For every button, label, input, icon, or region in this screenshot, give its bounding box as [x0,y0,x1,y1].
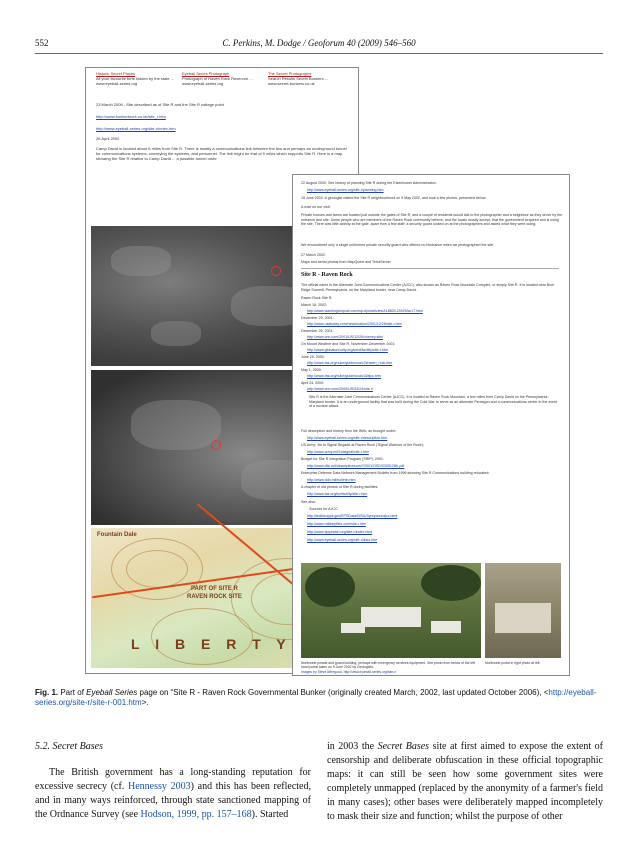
journal-citation: C. Perkins, M. Dodge / Geoforum 40 (2009) 546–560 [222,38,416,48]
source-link[interactable]: http://fedbizopps.gov/EPSData/DISA/Synopses/ajcc.html [307,514,398,518]
body-paragraph: in 2003 the Secret Bases site at first aimed to expose the extent of censorship and deliberate obfuscation in these official topographic maps: it can still be seen how some government sites were completely unmapped (replaced by the anonymity of a farmer's field in many cases); other bases were deliberately mapped incompletely to mask their size and function; whilst the purpose of other [327,741,603,822]
site-marker-icon [211,440,221,450]
map-label: L I B E R T Y [131,636,292,652]
news-link[interactable]: http://www.usatoday.com/news/nation/2001/12/28/site-r.htm [307,322,402,326]
source-link[interactable]: http://www.eyeball-series.org/site-r/links.htm [307,538,378,542]
header-rule [35,53,603,54]
body-line: June 25, 2000: [301,355,325,359]
site-marker-icon [271,266,281,276]
caption-text: Part of [58,688,87,697]
news-link[interactable]: http://www.fas.org/nuke/guide/usa/c3i/ajcc.htm [307,374,381,378]
news-link[interactable]: http://www.cnn.com/2000/US/04/24/site.r/ [307,387,373,391]
news-link[interactable]: http://www.washingtonpost.com/wp-dyn/articles/A18800-2002Mar17.html [307,309,423,313]
body-line: On Mount Weather and Site R, November-December 2001: [301,342,396,346]
body-line: Full description and history from the Web, as brought under: [301,429,397,433]
body-line: Raven Rock Site R: [301,296,333,300]
maps-line: Maps and aerial photos from MapQuest and TerraServer [301,260,391,264]
visit-paragraph: Private houses and farms are located just outside the gates of Site R, and a couple of residents would talk to the photographer and a neighbour as they drove by the entrance and site. Some people who are members of the Raven Rock community believe, and the locals mostly accept, that the government acquired and is using the site. There was little activity at the gate, apart from a few staff; a security guard looked on at the photographers and asked what they were doing. [301,213,563,227]
news-link[interactable]: http://www.fas.org/nuke/guide/usa/c3i/raven_rock.htm [307,361,393,365]
caption-text: page on “Site R - Raven Rock Governmental Bunker (originally created March, 2002, last updated October 2006), < [137,688,549,697]
figure-1 [80,62,570,680]
citation-link[interactable]: Hennessy 2003 [128,781,191,792]
visit-paragraph-2: We encountered only a single uniformed private security guard who offered no hindrance when we photographed the site. [301,243,495,247]
visit-heading: A note on our visit: [301,205,331,209]
source-link[interactable]: http://www.militaryfiles.com/site-r.htm [307,522,366,526]
body-paragraph: The British government has a long-standing reputation for excessive secrecy (cf. Hennessy 2003) and this has been reflected, and in many ways reinforced, through state sanctioned mapping of the Ordnance Survey (see Hodson, 1999, pp. 157–168). Started [35,767,311,820]
body-line: Enterprise Defense Data Network Management Bulletin from 1996 showing Site R Communications building relocated: [301,471,490,475]
link-title[interactable]: The Secret Photographs [268,71,312,76]
body-line: A chapter of old photos of Site R during facilities: [301,485,379,489]
site-photo-portals [301,563,481,658]
top-links-row [96,71,348,93]
body-line: US Army: 1st to Signal Brigade at Raven Rock ('Signal Warriors of the Rock'): [301,443,425,447]
left-column [35,740,311,822]
left-link[interactable]: http://www.eyeball-series.org/site-r/index.htm [96,126,176,131]
source-link[interactable]: http://www.spywatch.org/site-r/index.html [307,530,373,534]
map-label: Fountain Dale [97,532,137,538]
map-label: RAVEN ROCK SITE [187,594,242,600]
body-line: May 1, 2000: [301,368,322,372]
link-block-1 [96,71,176,86]
page-number: 552 [35,38,49,48]
resource-link[interactable]: http://www.fas.org/irp/facility/site-r.htm [307,492,368,496]
body-line: December 26, 2001: [301,329,334,333]
link-text: Search Results Secret Bunkers ... www.secret-bunkers.co.uk [268,76,329,86]
map-label: PART OF SITE R [191,586,238,592]
news-link[interactable]: http://www.cnn.com/2001/US/12/26/cheney.site/ [307,335,384,339]
left-link[interactable]: http://www.bunkertours.co.uk/site_r.htm [96,114,166,119]
resource-link[interactable]: http://www.ddn.mil/bulletin.htm [307,478,356,482]
running-header [35,38,603,52]
caption-series: Eyeball Series [86,688,138,697]
right-webpage-screenshot [292,174,570,676]
body-line: Budget for Site R Integration Program (SRIP), 2001: [301,457,384,461]
caption-text: >. [141,698,149,707]
site-title: Site R - Raven Rock [301,272,353,278]
link-block-3 [268,71,348,86]
left-line: 26 April 2002 [96,136,120,141]
left-line: 23 March 2006 - Site described as of Site R and the Site R cottage point [96,102,224,107]
figure-label: Fig. 1. [35,688,59,697]
right-column [327,740,603,824]
photo-caption-1: Northwest portals and guard building, perhaps with emergency services equipment. See photo from below of the left hand portal taken on 9 June 2002 by Geologists. [301,661,475,670]
body-line: Sources for AJCC: [309,507,339,511]
site-photo-portal-closeup [485,563,561,658]
body-line: December 29, 2001: [301,316,334,320]
image-credit-link[interactable]: Images by Steve Aftergood, http://www.eyeball-series.org/site-r/ [301,670,397,674]
resource-link[interactable]: http://www.eyeball-series.org/site-r/description.htm [307,436,388,440]
body-line: See also: [301,500,316,504]
body-line: March 18, 2002: [301,303,327,307]
photo-caption-2: Northwest portal in right photo at left. [485,661,541,665]
link-title[interactable]: Eyeball Series Photograph [182,71,230,76]
body-line: April 24, 2000: [301,381,325,385]
caption-link[interactable]: http://eyeball-series.org/site-r/site-r-001.htm [35,688,597,707]
figure-caption [35,688,603,708]
ajcc-description: Site R is the Alternate Joint Communications Center (AJCC). It is located at Raven Rock Mountain, a few miles from Camp David on the Pennsylvania-Maryland border. It is an underground facility that was built during the Cold War to serve as an alternate Pentagon and a communications center in the event of a nuclear attack. [309,395,558,409]
resource-link[interactable]: http://www.dtic.mil/descriptivesum/Y2001/OSD/0305128K.pdf [307,464,405,468]
planning-link[interactable]: http://www.eyeball-series.org/site-r/planning.htm [307,188,384,192]
update-note: 22 August 2002: See history of planning Site R during the Eisenhower Administration: [301,181,437,185]
link-text: Photograph of Raven Rock Reservoir ... www.eyeball-series.org [182,76,253,86]
citation-link[interactable]: Hodson, 1999, pp. 157–168 [140,809,252,820]
link-block-2 [182,71,262,86]
site-intro: The official name is the Alternate Joint Communications Center (AJCC), also known as Raven Rock Mountain Complex, or simply Site R. It is located near Blue Ridge Summit, Pennsylvania, on the Maryland border, near Camp David. [301,283,555,292]
date-line: 27 March 2002 [301,253,325,257]
update-note: 18 June 2002: A geologist visited the Site R neighbourhood on 9 May 2002, and took a few photos, presented below. [301,196,487,200]
link-title[interactable]: Historic Secret Places [96,71,136,76]
news-link[interactable]: http://www.globalsecurity.org/wmd/facility/site-r.htm [307,348,388,352]
section-heading: 5.2. Secret Bases [35,741,103,752]
left-paragraph: Camp David is located about 6 miles from Site R. There is mostly a communications link between the two and perhaps an underground tunnel for communications systems, conveying the systems, and personnel. The link might be that of 9 miles which supports Site R. Here is a map showing the Site R relative to Camp David ... a possible tunnel route [96,146,347,161]
resource-link[interactable]: http://www.army.mil/1stsignal/site-r.htm [307,450,369,454]
link-text: All your favourite forts hidden by the state ... www.eyeball-series.org [96,76,175,86]
